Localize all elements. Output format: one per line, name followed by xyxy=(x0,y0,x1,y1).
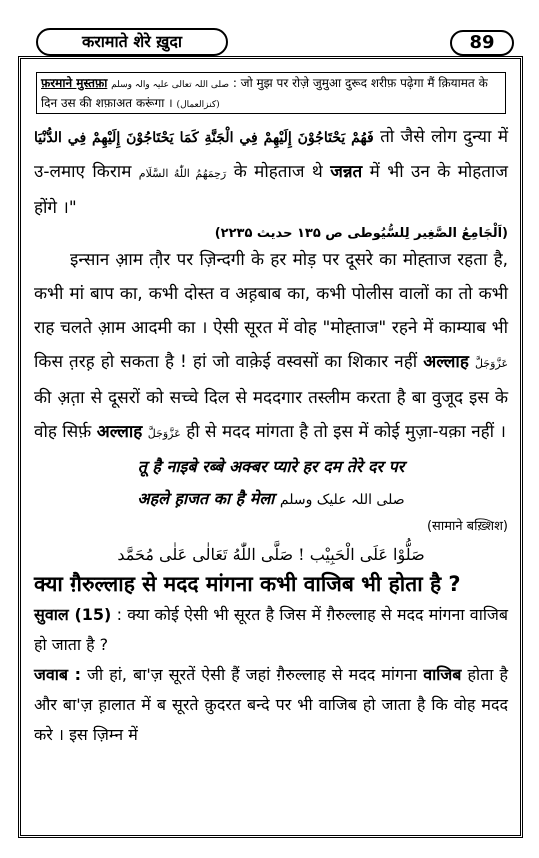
verse-line-2 xyxy=(34,483,508,516)
page-content xyxy=(34,120,508,750)
page-number: 89 xyxy=(450,30,514,56)
para2-text3: ही से मदद मांगता है तो इस में कोई मुज़ा-यक़ा नहीं । xyxy=(186,422,506,442)
farman-title: फ़रमाने मुस्तफ़ा xyxy=(41,76,108,90)
azza-wajal-2: عَزَّوَجَلَّ xyxy=(147,427,181,440)
paragraph-1 xyxy=(34,120,508,225)
arabic-quote: فَهُمْ يَحْتَاجُوْنَ إِلَيْهِمْ فِي الْجَنَّةِ كَمَا يَحْتَاجُوْنَ إِلَيْهِمْ فِي الدُّنْيَا xyxy=(34,130,374,146)
question-text: : क्या कोई ऐसी भी सूरत है जिस में ग़ैरुल्लाह से मदद मांगना वाजिब हो जाता है ? xyxy=(34,605,508,654)
durood-line: صَلُّوْا عَلَى الْحَبِيْب ! صَلَّى اللّٰهُ تَعَالٰى عَلٰى مُحَمَّد xyxy=(117,545,425,564)
verse-salutation: صلی اللہ علیک وسلم xyxy=(279,492,405,508)
allah-word-2: अल्लाह xyxy=(96,422,143,442)
para2-text2: की अ़त़ा से दूसरों को सच्चे दिल से मददगार तस्लीम करता है बा वुजूद इस के वोह सिर्फ़ xyxy=(34,388,508,442)
paragraph-2 xyxy=(34,243,508,451)
answer-paragraph xyxy=(34,660,508,750)
question-paragraph xyxy=(34,600,508,660)
section-heading: क्या ग़ैरुल्लाह से मदद मांगना कभी वाजिब भी होता है ? xyxy=(34,572,461,596)
farman-salutation: صلی اللہ تعالی علیہ والہ وسلم xyxy=(111,80,229,90)
para1-text3: में भी उन के मोहताज होंगे ।" xyxy=(34,162,509,218)
farman-source: (کنزالعمال) xyxy=(176,100,220,110)
jannat-word: जन्नत xyxy=(330,162,363,182)
question-label: सुवाल (15) xyxy=(34,605,112,624)
ulama-salutation: رَحِمَهُمُ اللّٰهُ السَّلَام xyxy=(138,167,227,180)
answer-label: जवाब : xyxy=(34,665,82,684)
book-title: करामाते शेरे ख़ुदा xyxy=(36,28,228,56)
answer-text-1: जी हां, बा'ज़ सूरतें ऐसी हैं जहां ग़ैरुल्लाह से मदद मांगना xyxy=(87,665,418,684)
verse-line-1: तू है नाइबे रब्बे अक्बर प्यारे हर दम तेरे दर पर xyxy=(137,457,405,476)
allah-word-1: अल्लाह xyxy=(423,352,469,372)
answer-text-2: होता है और बा'ज़ ह़ालात में ब सूरते क़ुदरत बन्दे पर भी वाजिब हो जाता है कि वोह मदद करे । इस ज़िम्न में xyxy=(34,665,508,744)
para1-text2: के मोहताज थे xyxy=(233,162,323,182)
para2-text1: इन्सान आ़म तौ़र पर ज़िन्दगी के हर मोड़ पर दूसरे का मोह्ताज रहता है, कभी मां बाप का, कभी दोस्त व अह़बाब का, कभी पोलीस वालों का तो कभी राह चलते आ़म आदमी का । ऐसी सूरत में वोह "मोह्ताज" रहने में काम्याब भी किस त़रह़ हो सकता है ! हां जो वाक़ेई वस्वसों का शिकार नहीं xyxy=(34,250,508,372)
wajib-word: वाजिब xyxy=(423,665,462,684)
hadith-reference: (اَلْجَامِعُ الصَّغِير لِلسُّيُوطی ص ۱۳۵ حديث ۲۲۳۵) xyxy=(214,226,508,241)
verse-source: (सामाने बख़्शिश) xyxy=(426,519,508,534)
azza-wajal-1: عَزَّوَجَلَّ xyxy=(474,357,509,370)
verse-line-2-text: अहले ह़ाजत का है मेला xyxy=(137,489,275,508)
farman-box xyxy=(36,72,506,114)
para1-text1: तो जैसे लोग दुन्या में उ-लमाए किराम xyxy=(34,127,508,182)
farman-text: : जो मुझ पर रोज़े जुमुआ दुरूद शरीफ़ पढ़ेगा मैं क़ियामत के दिन उस की शफ़ाअत करूंगा । xyxy=(41,76,488,110)
